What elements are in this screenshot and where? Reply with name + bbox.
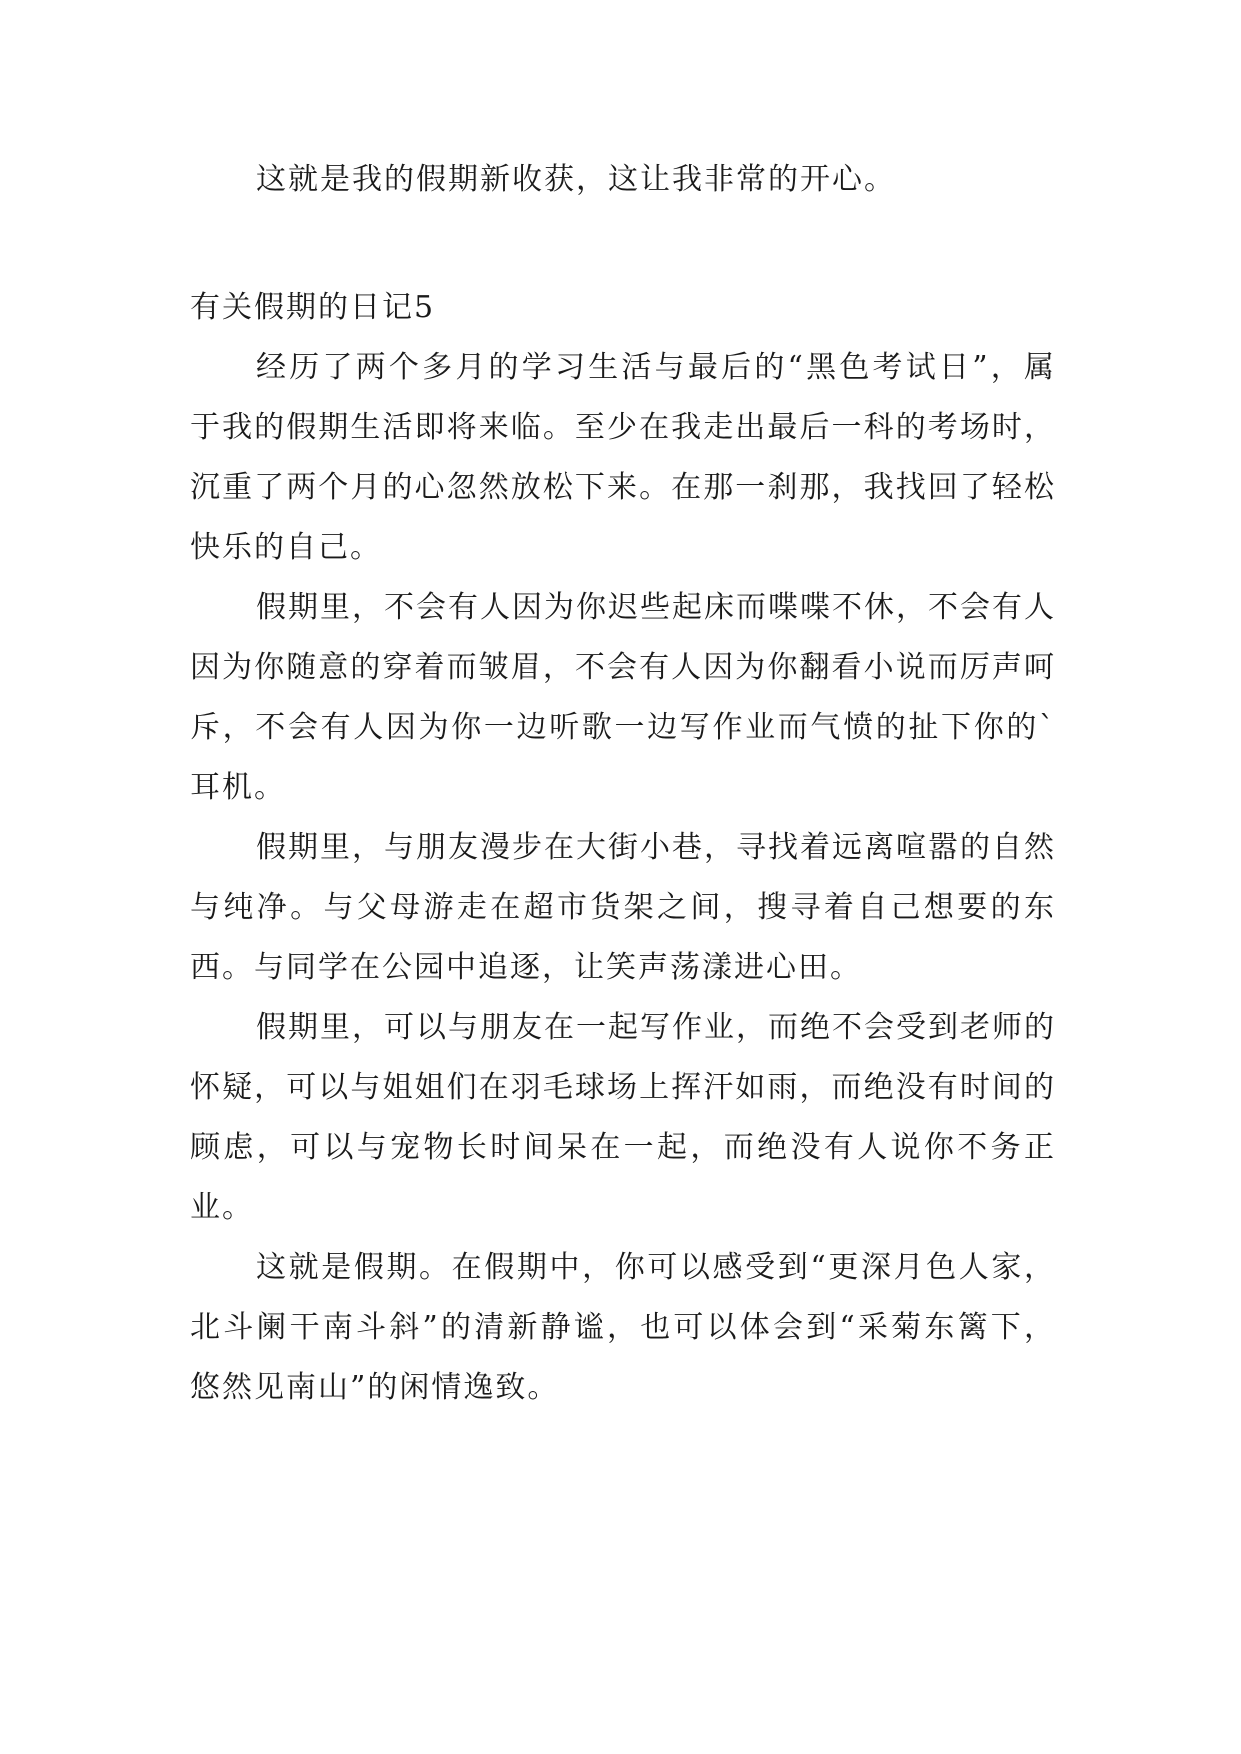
body-paragraph: 假期里，可以与朋友在一起写作业，而绝不会受到老师的怀疑，可以与姐姐们在羽毛球场上挥汗如雨，而绝没有时间的顾虑，可以与宠物长时间呆在一起，而绝没有人说你不务正业。 — [190, 1010, 1056, 1225]
intro-paragraph: 这就是我的假期新收获，这让我非常的开心。 — [256, 162, 896, 197]
body-paragraph: 假期里，与朋友漫步在大街小巷，寻找着远离喧嚣的自然与纯净。与父母游走在超市货架之间，搜寻着自己想要的东西。与同学在公园中追逐，让笑声荡漾进心田。 — [190, 830, 1056, 985]
section-title: 有关假期的日记5 — [190, 290, 436, 325]
body-paragraph: 经历了两个多月的学习生活与最后的“黑色考试日”，属于我的假期生活即将来临。至少在我走出最后一科的考场时，沉重了两个月的心忽然放松下来。在那一刹那，我找回了轻松快乐的自己。 — [190, 350, 1056, 565]
document-page — [190, 150, 1056, 1418]
body-paragraph: 假期里，不会有人因为你迟些起床而喋喋不休，不会有人因为你随意的穿着而皱眉，不会有人因为你翻看小说而厉声呵斥，不会有人因为你一边听歌一边写作业而气愤的扯下你的`耳机。 — [190, 590, 1056, 805]
body-paragraph: 这就是假期。在假期中，你可以感受到“更深月色人家，北斗阑干南斗斜”的清新静谧，也可以体会到“采菊东篱下，悠然见南山”的闲情逸致。 — [190, 1250, 1056, 1405]
